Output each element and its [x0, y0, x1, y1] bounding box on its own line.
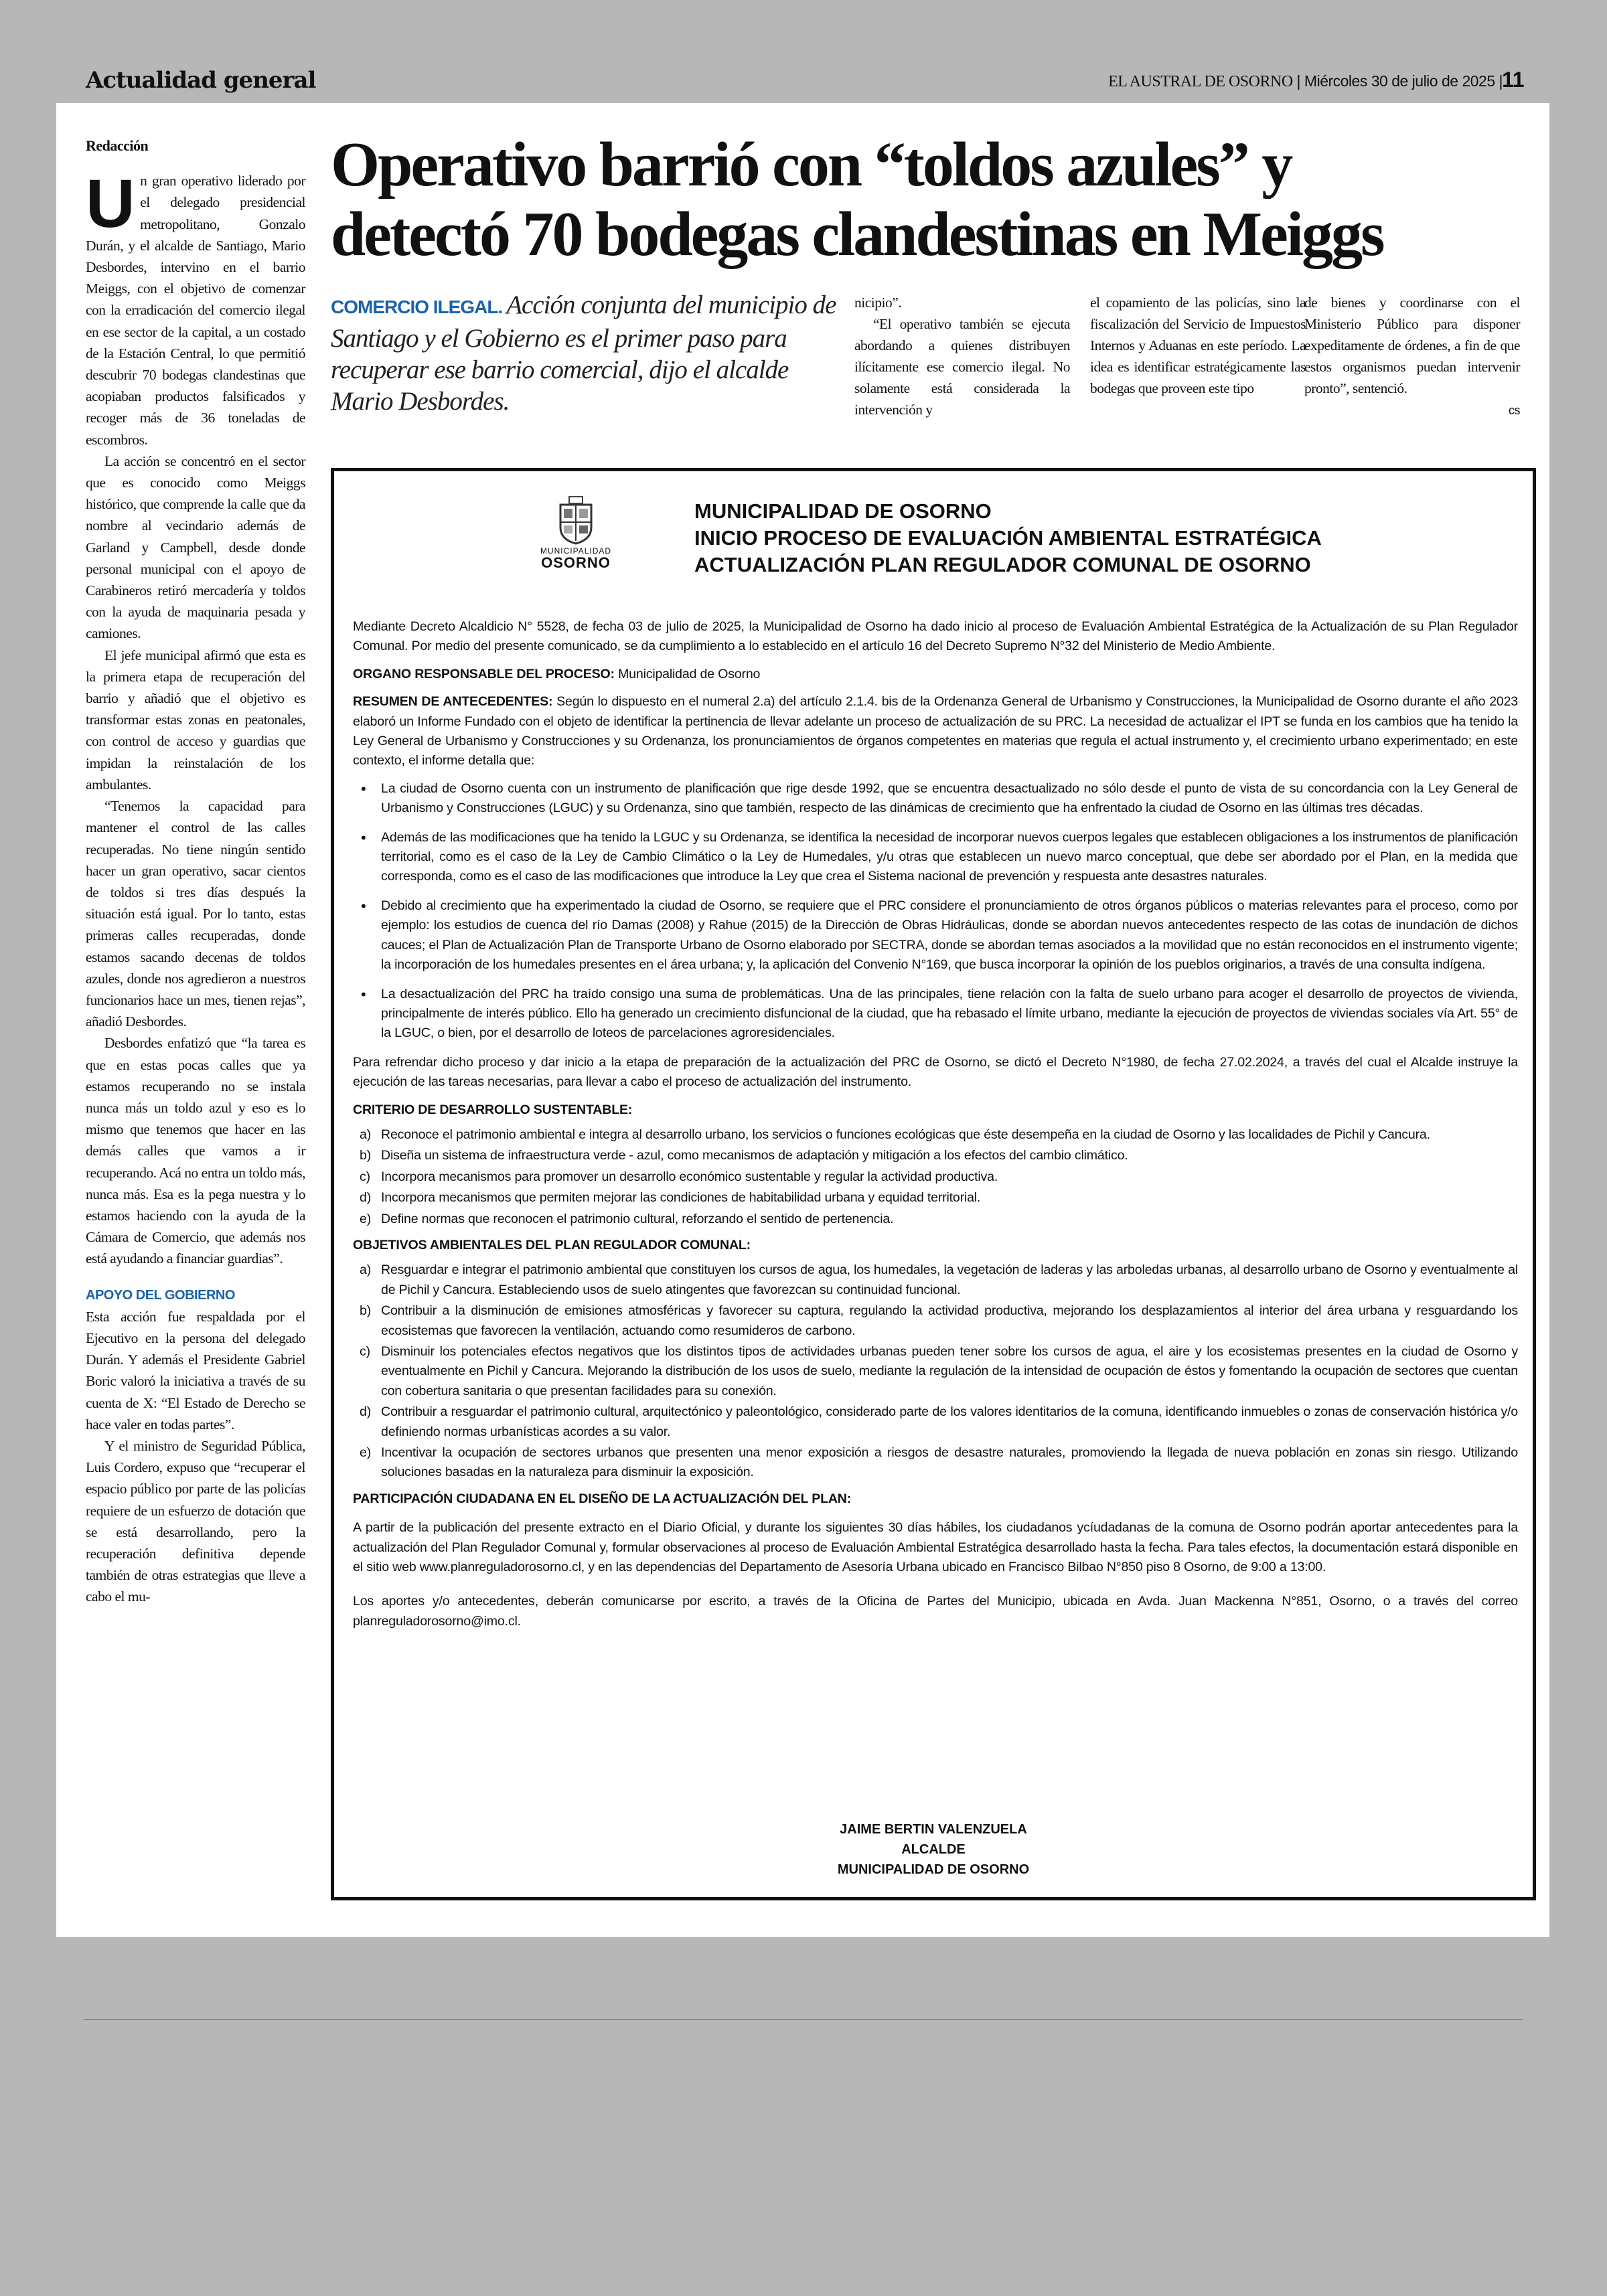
notice-body — [353, 617, 1518, 1639]
public-notice-box — [331, 468, 1536, 1900]
notice-title-line: INICIO PROCESO DE EVALUACIÓN AMBIENTAL ESTRATÉGICA — [694, 526, 1322, 550]
coat-of-arms-icon — [558, 495, 594, 545]
byline: Redacción — [86, 137, 149, 154]
notice-resumen: RESUMEN DE ANTECEDENTES: Según lo dispuesto en el numeral 2.a) del artículo 2.1.4. bis de la Ordenanza General de Urbanismo y Construcciones, la Municipalidad de Osorno durante el año 2023 elaboró un Informe Fundado con el objeto de identificar la pertinencia de llevar adelante un proceso de actualización de su PRC. La necesidad de actualizar el IPT se funda en los cambios que ha tenido la Ley General de Urbanismo y Construcciones y su Ordenanza, los pronunciamientos de órganos competentes en materias que regula el actual instrumento y, el crecimiento urbano experimentado; en este contexto, el informe detalla que: — [353, 694, 1518, 768]
article-paragraph: nicipio”. — [854, 295, 902, 311]
signer-name: JAIME BERTIN VALENZUELA — [840, 1822, 1027, 1837]
list-item: b) Diseña un sistema de infraestructura verde - azul, como mecanismos de adaptación y mitigación a los efectos del cambio climático. — [360, 1148, 1128, 1163]
list-item: d) Incorpora mecanismos que permiten mejorar las condiciones de habitabilidad urbana y equidad territorial. — [360, 1190, 981, 1206]
notice-title-line: ACTUALIZACIÓN PLAN REGULADOR COMUNAL DE OSORNO — [694, 553, 1311, 576]
article-paragraph: Un gran operativo liderado por el delegado presidencial metropolitano, Gonzalo Durán, y el alcalde de Santiago, Mario Desbordes, intervino en el barrio Meiggs, con el objetivo de comenzar con la erradicación del comercio ilegal en ese sector de la capital, a un costado de la Estación Central, lo que permitió descubrir 70 bodegas clandestinas que acopiaban productos falsificados y recoger más de 36 toneladas de escombros. — [86, 165, 305, 448]
notice-title — [694, 498, 1322, 578]
list-item: • Además de las modificaciones que ha tenido la LGUC y su Ordenanza, se identifica la necesidad de incorporar nuevos cuerpos legales que establecen obligaciones a los instrumentos de planificación territorial, como es el caso de la Ley de Cambio Climático o la Ley de Humedales, y/u otras que establecen un nuevo marco conceptual, que debe ser abordado por el Plan, en la medida que corresponda, como es el caso de las modificaciones que introduce la Ley que crea el Sistema nacional de prevención y respuesta ante desastres naturales. — [381, 828, 1518, 887]
running-head: EL AUSTRAL DE OSORNO | Miércoles 30 de julio de 2025 | 11 — [1108, 68, 1524, 92]
notice-intro: Mediante Decreto Alcaldicio N° 5528, de fecha 03 de julio de 2025, la Municipalidad de Osorno ha dado inicio al proceso de Evaluación Ambiental Estratégica de la Actualización de su Plan Regulador Comunal. Por medio del presente comunicado, se da cumplimiento a lo establecido en el artículo 16 del Decreto Supremo N°32 del Ministerio de Medio Ambiente. — [353, 619, 1518, 654]
article-paragraph: “Tenemos la capacidad para mantener el control de las calles recuperadas. No tiene ningún sentido hacer un gran operativo, sacar cientos de toldos si tres días después la situación está igual. Por lo tanto, estas primeras calles recuperadas, donde estamos sacando decenas de toldos azules, donde nos agredieron a nuestros funcionarios hace un mes, tienen rejas”, añadió Desbordes. — [86, 798, 305, 1030]
article-paragraph: de bienes y coordinarse con el Ministerio Público para disponer expeditamente de órdenes, a fin de que estos organismos puedan intervenir pronto”, sentenció. — [1304, 295, 1520, 396]
kicker: COMERCIO ILEGAL. — [331, 297, 503, 317]
objetivos-list — [353, 1260, 1518, 1482]
list-item: c) Incorpora mecanismos para promover un desarrollo económico sustentable y regular la actividad productiva. — [360, 1169, 998, 1184]
list-item: e) Incentivar la ocupación de sectores urbanos que presenten una menor exposición a riesgos de desastre naturales, promoviendo la llegada de nueva población en zonas sin riesgo. Utilizando soluciones basadas en la naturaleza para disminuir la exposición. — [360, 1445, 1518, 1480]
article-headline — [331, 130, 1536, 269]
notice-organo: ORGANO RESPONSABLE DEL PROCESO: Municipalidad de Osorno — [353, 666, 761, 681]
notice-title-line: MUNICIPALIDAD DE OSORNO — [694, 499, 992, 523]
notice-bullet-list — [353, 779, 1518, 1044]
end-mark: cs — [1509, 404, 1520, 417]
notice-section-heading: CRITERIO DE DESARROLLO SUSTENTABLE: — [353, 1102, 633, 1117]
criterio-list — [353, 1125, 1518, 1229]
notice-section-heading: OBJETIVOS AMBIENTALES DEL PLAN REGULADOR COMUNAL: — [353, 1237, 751, 1252]
article-paragraph: El jefe municipal afirmó que esta es la primera etapa de recuperación del barrio y añadió que el objetivo es transformar estas zonas en peatonales, con control de acceso y guardias que impidan la reinstalación de los ambulantes. — [86, 647, 305, 793]
article-subhead: APOYO DEL GOBIERNO — [86, 1287, 235, 1303]
article-column-2 — [854, 292, 1070, 420]
list-item: a) Resguardar e integrar el patrimonio ambiental que constituyen los cursos de agua, los humedales, la vegetación de laderas y las arboledas urbanas, al desarrollo urbano de Osorno y eventualmente al de Pichil y Cancura. Estableciendo usos de suelo atingentes que favorezcan su continuidad funcional. — [360, 1262, 1518, 1297]
article-left-column — [86, 135, 305, 1608]
newspaper-page — [56, 103, 1549, 1937]
page-header — [84, 64, 1523, 104]
issue-date: Miércoles 30 de julio de 2025 — [1304, 72, 1495, 90]
deck-text: Acción conjunta del municipio de Santiago y el Gobierno es el primer paso para recuperar ese barrio comercial, dijo el alcalde Mario Desbordes. — [331, 291, 836, 416]
list-item: c) Disminuir los potenciales efectos negativos que los distintos tipos de actividades urbanas pueden tener sobre los cursos de agua, el aire y los ecosistemas presentes en la ciudad de Osorno y eventualmente en Pichil y Cancura. Mejorando la distribución de los usos de suelo, mediante la regulación de la intensidad de ocupación de éstos y fomentando la ocupación de sectores que cuentan con cobertura sanitaria o que presentan facilidades para su conexión. — [360, 1344, 1518, 1398]
list-item: • Debido al crecimiento que ha experimentado la ciudad de Osorno, se requiere que el PRC considere el pronunciamiento de otros órganos públicos o materias relevantes para el proceso, como por ejemplo: los estudios de cuenca del río Damas (2008) y Rahue (2015) de la Dirección de Obras Hidráulicas, donde se abordan nuevos antecedentes respecto de las cotas de inundación de dichos cauces; el Plan de Actualización Plan de Transporte Urbano de Osorno elaborado por SECTRA, donde se abordan temas asociados a la movilidad que no están reconocidos en el instrumento vigente; la incorporación de los humedales presentes en el área urbana; y, la aplicación del Convenio N°169, que busca incorporar la opinión de los pueblos originarios, a través de una consulta indígena. — [381, 896, 1518, 975]
notice-participacion: A partir de la publicación del presente extracto en el Diario Oficial, y durante los siguientes 30 días hábiles, los ciudadanos ycíudadanas de la comuna de Osorno podrán aportar antecedentes para la actualización del Plan Regulador Comunal y, formular observaciones al proceso de Evaluación Ambiental Estratégica desarrollado hasta la fecha. Para tales efectos, la documentación estará disponible en el sitio web www.planreguladorosorno.cl, y en las dependencias del Departamento de Asesoría Urbana ubicado en Francisco Bilbao N°850 piso 8 Osorno, de 9:00 a 13:00. — [353, 1520, 1518, 1575]
list-item: a) Reconoce el patrimonio ambiental e integra al desarrollo urbano, los servicios o funciones ecológicas que éste desempeña en la ciudad de Osorno y las localidades de Pichil y Cancura. — [360, 1127, 1430, 1142]
headline-line: Operativo barrió con “toldos azules” y — [331, 130, 1292, 199]
newspaper-name: EL AUSTRAL DE OSORNO — [1108, 73, 1293, 90]
notice-section-heading: PARTICIPACIÓN CIUDADANA EN EL DISEÑO DE LA ACTUALIZACIÓN DEL PLAN: — [353, 1491, 852, 1506]
list-item: • La desactualización del PRC ha traído consigo una suma de problemáticas. Una de las principales, tiene relación con la falta de suelo urbano para acoger el desarrollo de proyectos de vivienda, principalmente de interés público. Ello ha generado un crecimiento disfuncional de la ciudad, que ha rebasado el límite urbano, mediante la ejecución de proyectos de viviendas sociales vía Art. 55° de la LGUC, o bien, por el desarrollo de loteos de parcelaciones agroresidenciales. — [381, 985, 1518, 1044]
article-column-3 — [1090, 292, 1306, 399]
list-item: • La ciudad de Osorno cuenta con un instrumento de planificación que rige desde 1992, que se encuentra desactualizado no sólo desde el punto de vista de su concordancia con la Ley General de Urbanismo y Construcciones (LGUC) y su Ordenanza, sino que también, respecto de las dinámicas de crecimiento que ha enfrentado la ciudad de Osorno en las últimas tres décadas. — [381, 779, 1518, 819]
article-paragraph: Esta acción fue respaldada por el Ejecutivo en la persona del delegado Durán. Y además el Presidente Gabriel Boric valoró la iniciativa a través de su cuenta de X: “El Estado de Derecho se hace valer en todas partes”. — [86, 1308, 305, 1432]
logo-text-muni: MUNICIPALIDAD — [540, 546, 612, 556]
notice-refrendar: Para refrendar dicho proceso y dar inicio a la etapa de preparación de la actualización del PRC de Osorno, se dictó el Decreto N°1980, de fecha 27.02.2024, a través del cual el Alcalde instruye la ejecución de las tareas necesarias, para llevar a cabo el proceso de actualización del instrumento. — [353, 1054, 1518, 1090]
article-paragraph: Y el ministro de Seguridad Pública, Luis Cordero, expuso que “recuperar el espacio público por parte de las policías requiere de un esfuerzo de dotación que se está desarrollando, pero la recuperación definitiva depende también de otras estrategias que lleve a cabo el mu- — [86, 1437, 305, 1605]
headline-line: detectó 70 bodegas clandestinas en Meiggs — [331, 199, 1383, 269]
section-title: Actualidad general — [86, 67, 316, 94]
signature-block — [334, 1819, 1533, 1880]
article-paragraph: Desbordes enfatizó que “la tarea es que en estas pocas calles que ya estamos recuperando no se instala nunca más un toldo azul y eso es lo mismo que tenemos que hacer en las demás calles que vamos a ir recuperando. Acá no entra un toldo más, nunca más. Esa es la pega nuestra y lo estamos haciendo con la ayuda de la Cámara de Comercio, que además nos está ayudando a financiar guardias”. — [86, 1035, 305, 1267]
article-paragraph: “El operativo también se ejecuta abordando a quienes distribuyen ilícitamente ese comercio ilegal. No solamente está considerada la intervención y — [854, 316, 1070, 418]
list-item: e) Define normas que reconocen el patrimonio cultural, reforzando el sentido de pertenencia. — [360, 1211, 894, 1226]
page-number: 11 — [1502, 68, 1524, 92]
article-paragraph: el copamiento de las policías, sino la fiscalización del Servicio de Impuestos Internos y Aduanas en este período. La idea es identificar estratégicamente las bodegas que proveen este tipo — [1090, 295, 1306, 396]
article-deck — [331, 289, 840, 417]
municipal-logo — [539, 495, 613, 585]
logo-text-osorno: OSORNO — [541, 554, 611, 571]
bottom-rule — [84, 2019, 1523, 2020]
list-item: d) Contribuir a resguardar el patrimonio cultural, arquitectónico y paleontológico, considerado parte de los valores identitarios de la comuna, identificando inmuebles o zonas de conservación histórica y/o definiendo normas urbanísticas acordes a su valor. — [360, 1404, 1518, 1439]
signer-role: ALCALDE — [901, 1842, 966, 1857]
notice-aportes: Los aportes y/o antecedentes, deberán comunicarse por escrito, a través de la Oficina de Partes del Municipio, ubicada en Avda. Juan Mackenna N°851, Osorno, o a través del correo planreguladorosorno@imo.cl. — [353, 1594, 1518, 1629]
article-paragraph: La acción se concentró en el sector que es conocido como Meiggs histórico, que comprende la calle que da nombre al vecindario además de Garland y Campbell, desde donde personal municipal con el apoyo de Carabineros retiró mercadería y toldos con la ayuda de maquinaria pesada y camiones. — [86, 453, 305, 642]
drop-cap: U — [86, 165, 135, 242]
list-item: b) Contribuir a la disminución de emisiones atmosféricas y favorecer su captura, regulando la actividad productiva, mejorando los desplazamientos al interior del área urbana y resguardando los ecosistemas que favorecen la ventilación, actuando como resumideros de carbono. — [360, 1303, 1518, 1338]
article-column-4 — [1304, 292, 1520, 421]
signer-organization: MUNICIPALIDAD DE OSORNO — [837, 1862, 1030, 1877]
